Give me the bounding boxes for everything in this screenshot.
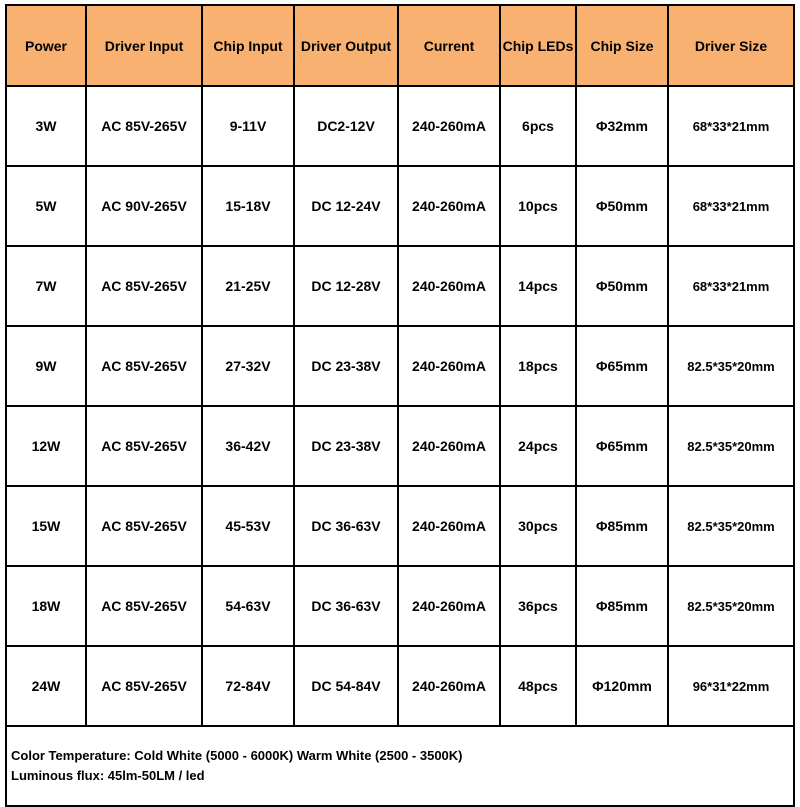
table-row bbox=[6, 246, 794, 326]
cell-chip-leds: 24pcs bbox=[500, 406, 576, 486]
cell-driver-input: AC 85V-265V bbox=[86, 326, 202, 406]
cell-driver-output: DC 36-63V bbox=[294, 566, 398, 646]
notes-row bbox=[6, 726, 794, 806]
cell-current: 240-260mA bbox=[398, 326, 500, 406]
notes-cell bbox=[6, 726, 794, 806]
cell-chip-leds: 30pcs bbox=[500, 486, 576, 566]
cell-driver-output: DC 23-38V bbox=[294, 406, 398, 486]
cell-driver-input: AC 90V-265V bbox=[86, 166, 202, 246]
cell-power: 7W bbox=[6, 246, 86, 326]
cell-chip-leds: 18pcs bbox=[500, 326, 576, 406]
cell-current: 240-260mA bbox=[398, 86, 500, 166]
cell-chip-input: 45-53V bbox=[202, 486, 294, 566]
color-temperature-note: Color Temperature: Cold White (5000 - 6000K) Warm White (2500 - 3500K) bbox=[11, 748, 463, 763]
header-power: Power bbox=[6, 5, 86, 86]
cell-driver-input: AC 85V-265V bbox=[86, 566, 202, 646]
cell-chip-size: Φ120mm bbox=[576, 646, 668, 726]
header-current: Current bbox=[398, 5, 500, 86]
cell-driver-size: 96*31*22mm bbox=[668, 646, 794, 726]
cell-power: 15W bbox=[6, 486, 86, 566]
cell-current: 240-260mA bbox=[398, 246, 500, 326]
header-chip-size: Chip Size bbox=[576, 5, 668, 86]
cell-chip-input: 54-63V bbox=[202, 566, 294, 646]
cell-driver-output: DC 12-24V bbox=[294, 166, 398, 246]
cell-driver-size: 68*33*21mm bbox=[668, 166, 794, 246]
header-chip-leds: Chip LEDs bbox=[500, 5, 576, 86]
cell-chip-leds: 6pcs bbox=[500, 86, 576, 166]
cell-driver-input: AC 85V-265V bbox=[86, 246, 202, 326]
cell-chip-input: 72-84V bbox=[202, 646, 294, 726]
cell-chip-input: 36-42V bbox=[202, 406, 294, 486]
cell-driver-output: DC 12-28V bbox=[294, 246, 398, 326]
cell-current: 240-260mA bbox=[398, 646, 500, 726]
cell-chip-input: 15-18V bbox=[202, 166, 294, 246]
cell-chip-size: Φ50mm bbox=[576, 166, 668, 246]
cell-chip-leds: 10pcs bbox=[500, 166, 576, 246]
cell-chip-size: Φ85mm bbox=[576, 486, 668, 566]
cell-power: 5W bbox=[6, 166, 86, 246]
header-driver-size: Driver Size bbox=[668, 5, 794, 86]
table-row bbox=[6, 326, 794, 406]
cell-driver-size: 82.5*35*20mm bbox=[668, 566, 794, 646]
cell-chip-leds: 14pcs bbox=[500, 246, 576, 326]
table-row bbox=[6, 166, 794, 246]
cell-driver-output: DC 36-63V bbox=[294, 486, 398, 566]
table-row bbox=[6, 406, 794, 486]
cell-chip-input: 21-25V bbox=[202, 246, 294, 326]
cell-driver-input: AC 85V-265V bbox=[86, 406, 202, 486]
cell-chip-size: Φ32mm bbox=[576, 86, 668, 166]
table-row bbox=[6, 646, 794, 726]
cell-driver-output: DC2-12V bbox=[294, 86, 398, 166]
cell-power: 18W bbox=[6, 566, 86, 646]
cell-chip-input: 27-32V bbox=[202, 326, 294, 406]
cell-driver-size: 68*33*21mm bbox=[668, 86, 794, 166]
cell-current: 240-260mA bbox=[398, 166, 500, 246]
cell-power: 3W bbox=[6, 86, 86, 166]
luminous-flux-note: Luminous flux: 45lm-50LM / led bbox=[11, 768, 205, 783]
cell-chip-leds: 48pcs bbox=[500, 646, 576, 726]
cell-driver-input: AC 85V-265V bbox=[86, 646, 202, 726]
cell-current: 240-260mA bbox=[398, 566, 500, 646]
table-row bbox=[6, 486, 794, 566]
cell-chip-size: Φ85mm bbox=[576, 566, 668, 646]
cell-driver-size: 68*33*21mm bbox=[668, 246, 794, 326]
cell-current: 240-260mA bbox=[398, 486, 500, 566]
cell-driver-input: AC 85V-265V bbox=[86, 486, 202, 566]
cell-current: 240-260mA bbox=[398, 406, 500, 486]
cell-driver-input: AC 85V-265V bbox=[86, 86, 202, 166]
cell-driver-size: 82.5*35*20mm bbox=[668, 486, 794, 566]
header-row bbox=[6, 5, 794, 86]
header-chip-input: Chip Input bbox=[202, 5, 294, 86]
cell-driver-output: DC 23-38V bbox=[294, 326, 398, 406]
cell-power: 24W bbox=[6, 646, 86, 726]
table-row bbox=[6, 566, 794, 646]
cell-driver-size: 82.5*35*20mm bbox=[668, 326, 794, 406]
cell-chip-size: Φ50mm bbox=[576, 246, 668, 326]
table-row bbox=[6, 86, 794, 166]
cell-chip-leds: 36pcs bbox=[500, 566, 576, 646]
cell-chip-size: Φ65mm bbox=[576, 406, 668, 486]
table-body bbox=[6, 86, 794, 726]
cell-chip-size: Φ65mm bbox=[576, 326, 668, 406]
cell-driver-output: DC 54-84V bbox=[294, 646, 398, 726]
header-driver-output: Driver Output bbox=[294, 5, 398, 86]
header-driver-input: Driver Input bbox=[86, 5, 202, 86]
cell-driver-size: 82.5*35*20mm bbox=[668, 406, 794, 486]
cell-power: 9W bbox=[6, 326, 86, 406]
cell-chip-input: 9-11V bbox=[202, 86, 294, 166]
spec-table bbox=[5, 4, 795, 807]
cell-power: 12W bbox=[6, 406, 86, 486]
